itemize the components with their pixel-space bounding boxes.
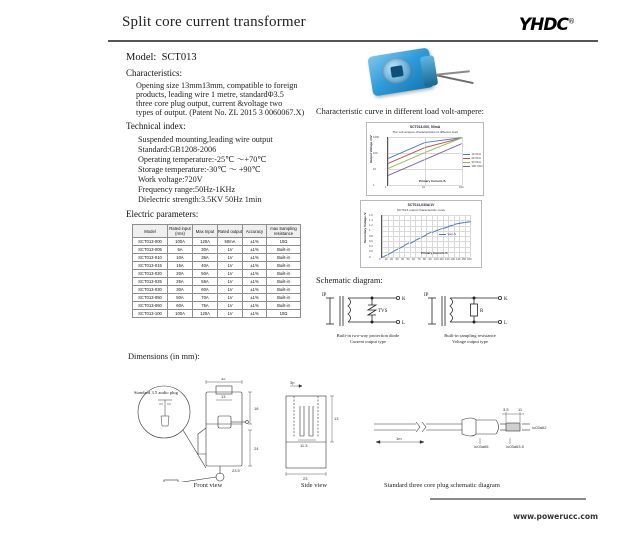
product-photo [352, 42, 480, 104]
table-cell-4: ±1% [243, 286, 267, 294]
table-cell-4: ±1% [243, 262, 267, 270]
chart2-xtick: 20 [390, 258, 393, 261]
dimensions-heading: Dimensions (in mm): [128, 352, 200, 361]
schematic1-caption-line2: Current output type [350, 339, 386, 344]
chart1-y-axis-label: Output Voltage /mV [369, 135, 373, 163]
transformer-lead-wire-2 [436, 70, 470, 76]
chart1-x-axis-label: Primary Current /A [419, 179, 446, 183]
table-cell-1: 10A [168, 254, 193, 262]
chart2-x-axis-label: Primary Current /A [421, 251, 448, 255]
schematic1-l-label: L [402, 321, 406, 326]
chart2-xtick: 150 [461, 258, 466, 261]
table-cell-5: Built-in [267, 270, 301, 278]
schematic2-k-label: K [504, 297, 508, 302]
chart2-gridline-v [399, 215, 400, 257]
chart2-ytick: 0.6 [369, 239, 373, 243]
model-value: SCT013 [161, 52, 197, 63]
chart2-xtick: 60 [412, 258, 415, 261]
front-dim-24: 24 [254, 446, 259, 451]
table-cell-5: Built-in [267, 294, 301, 302]
column-header-sampling-resistance: max Sampling resistance [267, 225, 301, 238]
plug-dim-phi2: \u03a62 [532, 425, 547, 430]
table-row [133, 278, 301, 286]
plug-dim-1m: 1m [396, 436, 402, 441]
table-cell-5: Built-in [267, 286, 301, 294]
table-cell-2: 75A [193, 302, 218, 310]
table-cell-1: 5A [168, 246, 193, 254]
chart1-title: SCT013-000, 50mA [409, 125, 441, 129]
table-cell-1: 30A [168, 286, 193, 294]
characteristics-line-1: Opening size 13mm13mm, compatible to foreign [136, 81, 298, 90]
schematic-voltage-output-svg [424, 290, 512, 332]
table-row [133, 270, 301, 278]
chart1-legend-3: 100 Ohm [471, 165, 483, 168]
chart2-xtick: 120 [445, 258, 450, 261]
plug-dim-35a: 3.5 [503, 407, 509, 412]
table-cell-2: 60A [193, 286, 218, 294]
chart2-gridline-v [448, 215, 449, 257]
chart2-ytick: 1.4 [369, 218, 373, 222]
chart-load-volt-ampere [366, 122, 484, 196]
table-cell-1: 25A [168, 278, 193, 286]
chart2-ytick: 0.8 [369, 234, 373, 238]
footer-divider [430, 498, 586, 500]
column-header-accuracy: Accuracy [243, 225, 267, 238]
registered-mark-icon: ® [568, 17, 574, 26]
table-cell-3: 1V [218, 294, 243, 302]
chart1-legend-2: 33 Ohm [471, 161, 482, 164]
table-cell-0: SCT013-015 [133, 262, 168, 270]
characteristics-line-2: products, leading wire 1 metre, standardΦ3.5 [136, 90, 284, 99]
table-cell-1: 60A [168, 302, 193, 310]
table-cell-1: 100A [168, 238, 193, 246]
chart2-xtick: 70 [417, 258, 421, 261]
footer-website-text: www.powerucc.com [513, 512, 598, 521]
table-row [133, 294, 301, 302]
table-cell-1: 15A [168, 262, 193, 270]
side-view-drawing [272, 378, 356, 482]
chart1-gridline-h [388, 185, 462, 186]
table-cell-3: 1V [218, 302, 243, 310]
table-row [133, 310, 301, 318]
electric-parameters-table [132, 224, 301, 318]
plug-dim-phi6: \u03a66 [474, 444, 489, 449]
plug-view-drawing [370, 398, 550, 468]
chart1-ytick: 100 [373, 151, 378, 155]
chart2-xtick: 100 [434, 258, 439, 261]
technical-index-line-5: Work voltage:720V [138, 175, 203, 184]
model-line [126, 52, 197, 63]
table-cell-0: SCT013-060 [133, 302, 168, 310]
schematic2-caption [418, 333, 522, 345]
chart1-gridline-v [388, 137, 389, 185]
technical-index-heading: Technical index: [126, 121, 186, 131]
page-title: Split core current transformer [122, 14, 306, 30]
table-cell-1: 100A [168, 310, 193, 318]
table-cell-3: 1V [218, 254, 243, 262]
table-cell-4: ±1% [243, 302, 267, 310]
brand-logo [519, 15, 574, 35]
chart1-legend-1: 20 Ohm [471, 157, 482, 160]
schematic2-primary-label: IP [424, 293, 429, 298]
chart1-xtick: 100 [459, 186, 464, 189]
chart2-xtick: 50 [406, 258, 410, 261]
table-header-row [133, 225, 301, 238]
front-dim-13: 13 [221, 394, 226, 399]
chart2-gridline-v [382, 215, 383, 257]
table-row [133, 262, 301, 270]
table-cell-2: 70A [193, 294, 218, 302]
column-header-model: Model [133, 225, 168, 238]
chart1-xtick: 1 [385, 186, 387, 189]
table-cell-2: 35A [193, 254, 218, 262]
schematic1-primary-label: IP [322, 293, 327, 298]
table-cell-2: 120A [193, 310, 218, 318]
table-row [133, 302, 301, 310]
table-cell-5: 10Ω [267, 238, 301, 246]
table-cell-5: Built-in [267, 302, 301, 310]
technical-index-line-7: Dielectric strength:3.5KV 50Hz 1min [138, 195, 262, 204]
chart-output-characteristic [360, 200, 482, 268]
column-header-max-input: Max Input [193, 225, 218, 238]
side-dim-113: 11.3 [300, 443, 308, 448]
table-cell-5: Built-in [267, 246, 301, 254]
table-cell-2: 55A [193, 278, 218, 286]
table-body [133, 238, 301, 318]
front-view-callout: Standard 3.5 audio plug [134, 390, 178, 395]
chart2-xtick: 130 [450, 258, 455, 261]
table-cell-2: 30A [193, 246, 218, 254]
table-cell-5: Built-in [267, 278, 301, 286]
chart2-ytick: 1.2 [369, 224, 373, 227]
table-cell-5: Built-in [267, 254, 301, 262]
chart2-xtick: 90 [428, 258, 432, 261]
chart2-gridline-v [404, 215, 405, 257]
footer-website[interactable] [513, 512, 598, 521]
chart2-ytick: 0.4 [369, 245, 373, 248]
front-dim-18: 18 [254, 406, 259, 411]
chart2-xtick: 160 [467, 258, 472, 261]
chart1-ytick: 1 [373, 183, 375, 187]
side-dim-3p: 3p [290, 380, 295, 385]
brand-logo-text: YHDC [518, 15, 568, 35]
table-cell-4: ±1% [243, 270, 267, 278]
chart2-xtick: 140 [456, 258, 461, 261]
chart2-ytick: 1 [369, 229, 371, 233]
transformer-aperture [390, 65, 404, 78]
chart2-xtick: 10 [384, 258, 388, 261]
schematic2-caption-line1: Built-in sampling resistance [444, 333, 496, 338]
table-cell-3: 1V [218, 262, 243, 270]
model-label: Model: [126, 52, 157, 63]
table-cell-0: SCT013-000 [133, 238, 168, 246]
table-cell-2: 40A [193, 262, 218, 270]
chart1-legend-0: 10 Ohm [471, 153, 482, 156]
technical-index-line-2: Standard:GB1208-2006 [138, 145, 217, 154]
table-cell-4: ±1% [243, 294, 267, 302]
chart2-gridline-v [454, 215, 455, 257]
chart2-xtick: 110 [439, 258, 444, 261]
schematic1-component-label: TVS [378, 309, 388, 314]
chart2-legend-0: Vout /V [447, 233, 457, 236]
table-cell-4: ±1% [243, 246, 267, 254]
table-cell-4: ±1% [243, 278, 267, 286]
front-dim-235: 23.5 [232, 468, 240, 473]
chart2-subtitle: SCT013 output characteristic curve [396, 208, 446, 212]
chart2-ytick: 1.6 [369, 213, 373, 217]
table-cell-1: 20A [168, 270, 193, 278]
charts-caption: Characteristic curve in different load volt-ampere: [316, 107, 484, 116]
chart2-gridline-v [388, 215, 389, 257]
table-cell-0: SCT013-050 [133, 294, 168, 302]
technical-index-line-6: Frequency range:50Hz-1KHz [138, 185, 236, 194]
table-cell-0: SCT013-025 [133, 278, 168, 286]
schematic2-caption-line2: Voltage output type [452, 339, 488, 344]
characteristics-line-3: three core plug output, current &voltage two [136, 99, 283, 108]
electric-parameters-heading: Electric parameters: [126, 209, 199, 219]
table-cell-0: SCT013-010 [133, 254, 168, 262]
plug-view-caption: Standard three core plug schematic diagram [384, 482, 500, 489]
side-dim-13: 13 [334, 416, 339, 421]
table-cell-3: 1V [218, 246, 243, 254]
technical-index-line-4: Storage temperature:-30℃ ～ +90℃ [138, 165, 261, 174]
transformer-lead-wire [434, 74, 474, 84]
schematic1-k-label: K [402, 297, 406, 302]
schematic2-l-label: L [504, 321, 508, 326]
chart2-gridline-v [459, 215, 460, 257]
chart1-xtick: 10 [422, 186, 425, 189]
schematic-voltage-output [424, 290, 512, 332]
characteristics-line-4: types of output. (Patent No. ZL 2015 3 0060067.X) [136, 108, 305, 117]
chart2-xtick: 0 [379, 258, 381, 261]
table-cell-5: Built-in [267, 262, 301, 270]
table-cell-3: 1V [218, 286, 243, 294]
table-cell-3: 1V [218, 278, 243, 286]
schematic-heading: Schematic diagram: [316, 276, 383, 285]
chart2-title: SCT013-030A/1V [407, 203, 435, 207]
table-row [133, 238, 301, 246]
chart1-ytick: 10 [373, 167, 376, 171]
chart2-xtick: 80 [423, 258, 426, 261]
table-cell-0: SCT013-005 [133, 246, 168, 254]
schematic2-component-label: R [480, 309, 484, 314]
table-cell-2: 50A [193, 270, 218, 278]
side-view-caption: Side view [300, 482, 328, 489]
column-header-rated-input: Rated input (rms) [169, 226, 191, 236]
table-cell-3: 50mA [218, 238, 243, 246]
chart2-y-axis-label: Secondary Voltage /V [363, 212, 367, 243]
chart2-xtick: 30 [395, 258, 399, 261]
chart2-gridline-v [410, 215, 411, 257]
chart1-gridline-v [425, 137, 426, 185]
chart1-subtitle: The volt-ampere characteristics of different load [392, 130, 458, 134]
front-view-drawing [128, 378, 278, 482]
chart2-xtick: 40 [401, 258, 404, 261]
technical-index-line-1: Suspended mounting,leading wire output [138, 135, 273, 144]
table-cell-0: SCT013-100 [133, 310, 168, 318]
table-row [133, 246, 301, 254]
table-cell-0: SCT013-030 [133, 286, 168, 294]
table-row [133, 286, 301, 294]
table-cell-4: ±1% [243, 254, 267, 262]
table-cell-0: SCT013-020 [133, 270, 168, 278]
chart1-series-3 [388, 159, 425, 176]
table-cell-2: 120A [193, 238, 218, 246]
technical-index-line-3: Operating temperature:-25℃ ～+70℃ [138, 155, 267, 164]
plug-dim-11: 11 [518, 407, 523, 412]
chart2-gridline-v [415, 215, 416, 257]
schematic1-caption-line1: Built-in two-way protection diode [336, 333, 400, 338]
chart1-ytick: 1000 [373, 135, 379, 139]
chart2-ytick: 0 [369, 255, 371, 259]
characteristics-heading: Characteristics: [126, 68, 182, 78]
table-cell-3: 1V [218, 270, 243, 278]
table-cell-3: 1V [218, 310, 243, 318]
side-dim-23: 23 [303, 476, 308, 481]
plug-dim-phi35: \u03a63.5 [506, 444, 524, 449]
front-dim-32: 32 [221, 378, 226, 381]
schematic1-caption [316, 333, 420, 345]
schematic-current-output [322, 290, 410, 332]
column-header-rated-output: Rated output [218, 225, 243, 238]
table-cell-4: ±1% [243, 238, 267, 246]
table-row [133, 254, 301, 262]
schematic-current-output-svg [322, 290, 410, 332]
front-view-caption: Front view [193, 482, 223, 489]
table-cell-5: 10Ω [267, 310, 301, 318]
table-cell-1: 50A [168, 294, 193, 302]
table-cell-4: ±1% [243, 310, 267, 318]
chart2-ytick: 0.2 [369, 250, 373, 254]
